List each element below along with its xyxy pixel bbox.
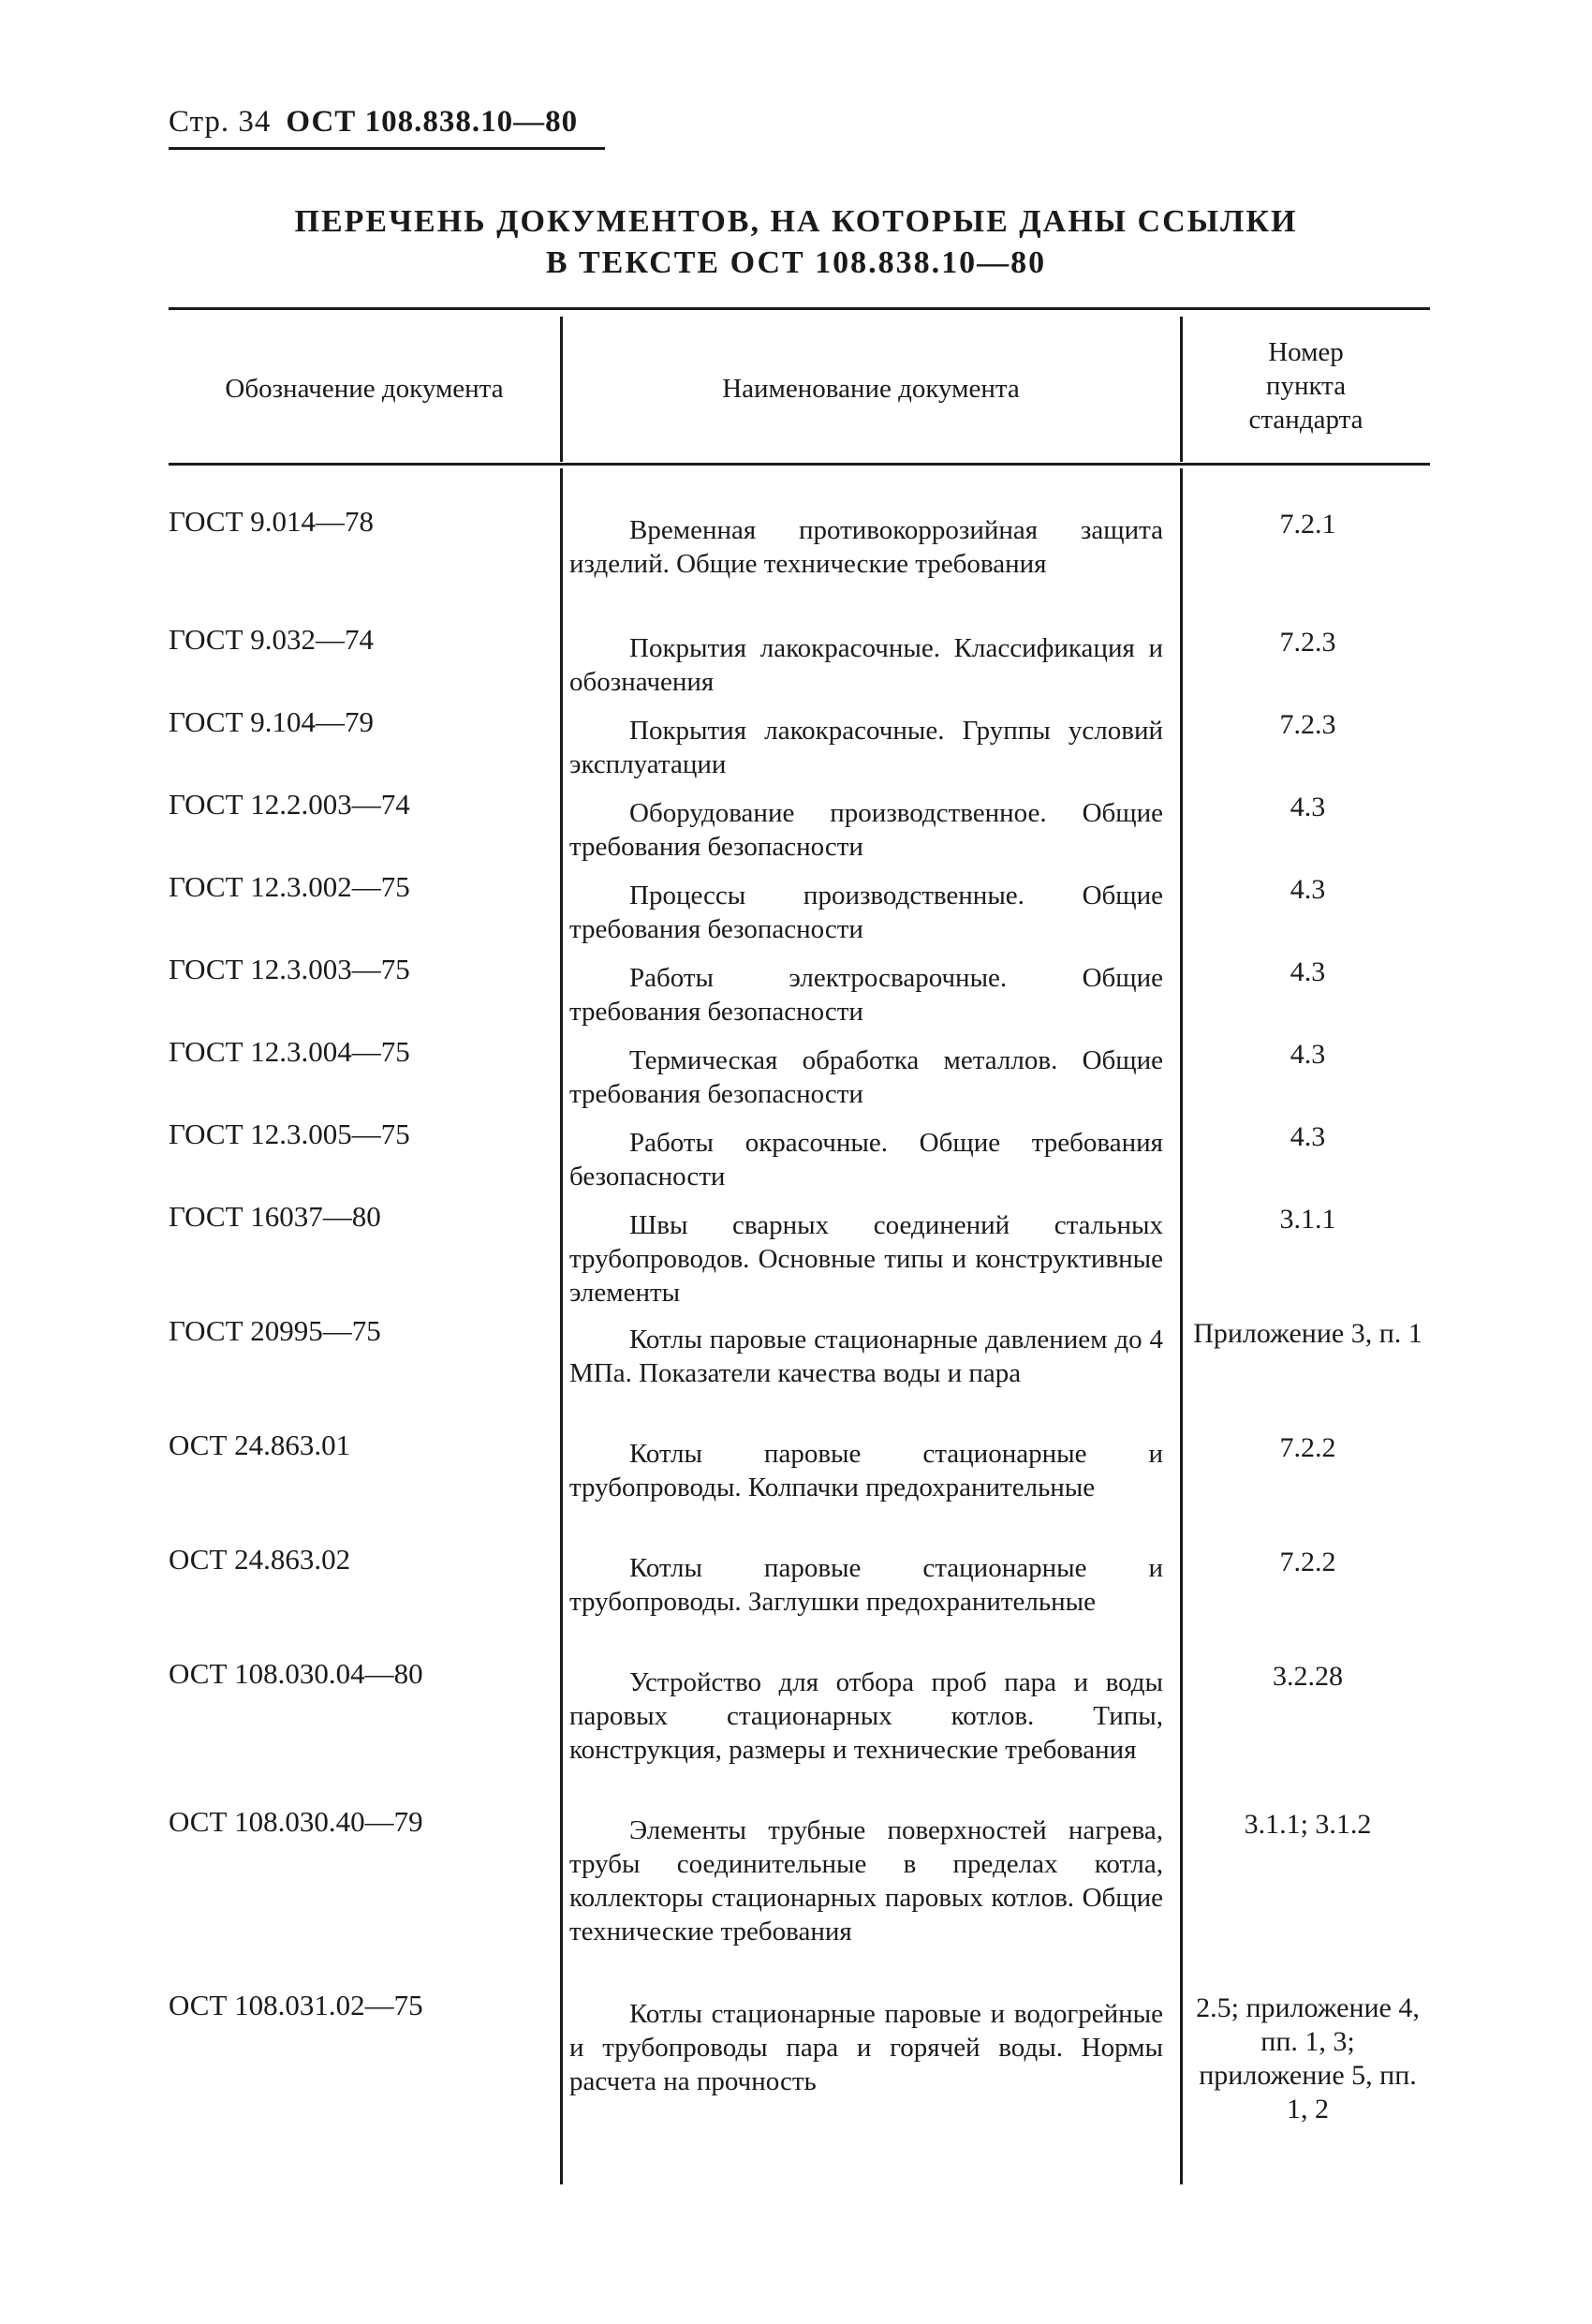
clause-number: 4.3 xyxy=(1290,1121,1326,1152)
document-code: ГОСТ 16037—80 xyxy=(169,1200,381,1233)
document-name: Термическая обработка металлов. Общие требования безопасности xyxy=(569,1045,1163,1109)
document-code: ГОСТ 9.104—79 xyxy=(169,705,375,738)
document-name: Работы электросварочные. Общие требования безопасности xyxy=(569,963,1163,1027)
document-code: ГОСТ 9.032—74 xyxy=(169,623,375,656)
document-code: ОСТ 108.031.02—75 xyxy=(169,1989,423,2021)
document-code: ОСТ 108.030.04—80 xyxy=(169,1657,423,1690)
clause-number: Приложение 3, п. 1 xyxy=(1193,1318,1422,1349)
document-code: ГОСТ 9.014—78 xyxy=(169,505,375,538)
document-title-line-2: В ТЕКСТЕ ОСТ 108.838.10—80 xyxy=(545,245,1047,280)
column-header-ref-line-2: пункта xyxy=(1265,371,1347,401)
document-name: Котлы паровые стационарные и трубопроводы. Колпачки предохранительные xyxy=(569,1439,1163,1502)
body-column-divider-1 xyxy=(560,468,563,2184)
clause-number: 3.1.1; 3.1.2 xyxy=(1244,1809,1372,1840)
document-title-line-1: ПЕРЕЧЕНЬ ДОКУМЕНТОВ, НА КОТОРЫЕ ДАНЫ ССЫЛКИ xyxy=(294,204,1298,239)
clause-number: 4.3 xyxy=(1290,956,1326,987)
document-name: Покрытия лакокрасочные. Группы условий эксплуатации xyxy=(569,716,1163,779)
document-code: ОСТ 108.030.40—79 xyxy=(169,1805,423,1838)
page-header xyxy=(169,105,578,140)
clause-number: 3.1.1 xyxy=(1279,1204,1336,1235)
column-header-code: Обозначение документа xyxy=(225,374,504,404)
document-name: Процессы производственные. Общие требования безопасности xyxy=(569,881,1163,944)
clause-number: 7.2.3 xyxy=(1279,709,1336,740)
table-top-rule xyxy=(169,307,1430,310)
clause-number: 4.3 xyxy=(1290,1039,1326,1070)
document-name: Покрытия лакокрасочные. Классификация и обозначения xyxy=(569,633,1163,697)
standard-code: ОСТ 108.838.10—80 xyxy=(286,105,579,139)
clause-number: 2.5; приложение 4, пп. 1, 3; приложение 5, пп. 1, 2 xyxy=(1196,1992,1420,2124)
clause-number: 4.3 xyxy=(1290,874,1326,905)
document-name: Котлы стационарные паровые и водогрейные и трубопроводы пара и горячей воды. Нормы расчета на прочность xyxy=(569,1999,1163,2096)
header-underline xyxy=(169,147,605,150)
column-header-ref-line-3: стандарта xyxy=(1248,405,1364,435)
column-header-ref xyxy=(1182,335,1430,437)
document-code: ГОСТ 12.2.003—74 xyxy=(169,788,410,821)
document-name: Котлы паровые стационарные и трубопроводы. Заглушки предохранительные xyxy=(569,1553,1163,1617)
clause-number: 4.3 xyxy=(1290,792,1326,822)
document-code: ОСТ 24.863.02 xyxy=(169,1543,351,1576)
document-name: Работы окрасочные. Общие требования безопасности xyxy=(569,1128,1163,1192)
document-code: ГОСТ 12.3.002—75 xyxy=(169,870,410,903)
clause-number: 3.2.28 xyxy=(1273,1661,1343,1692)
clause-number: 7.2.1 xyxy=(1279,509,1336,540)
body-column-divider-2 xyxy=(1180,468,1183,2184)
column-header-name: Наименование документа xyxy=(722,374,1020,404)
clause-number: 7.2.2 xyxy=(1279,1547,1336,1577)
document-name: Устройство для отбора проб пара и воды паровых стационарных котлов. Типы, конструкция, размеры и технические требования xyxy=(569,1667,1163,1765)
document-name: Котлы паровые стационарные давлением до 4 МПа. Показатели качества воды и пара xyxy=(569,1325,1163,1388)
document-code: ГОСТ 20995—75 xyxy=(169,1314,381,1347)
document-name: Элементы трубные поверхностей нагрева, трубы соединительные в пределах котла, коллекторы стационарных паровых котлов. Общие технические требования xyxy=(569,1815,1163,1947)
document-code: ГОСТ 12.3.003—75 xyxy=(169,953,410,985)
document-code: ГОСТ 12.3.004—75 xyxy=(169,1035,410,1068)
clause-number: 7.2.3 xyxy=(1279,627,1336,658)
table-header-rule xyxy=(169,463,1430,466)
document-name: Швы сварных соединений стальных трубопроводов. Основные типы и конструктивные элементы xyxy=(569,1210,1163,1308)
column-header-ref-line-1: Номер xyxy=(1268,337,1344,367)
document-name: Временная противокоррозийная защита изделий. Общие технические требования xyxy=(569,515,1163,579)
document-name: Оборудование производственное. Общие требования безопасности xyxy=(569,798,1163,862)
document-code: ГОСТ 12.3.005—75 xyxy=(169,1118,410,1150)
page-number: Стр. 34 xyxy=(169,105,272,139)
document-code: ОСТ 24.863.01 xyxy=(169,1428,351,1461)
clause-number: 7.2.2 xyxy=(1279,1432,1336,1463)
